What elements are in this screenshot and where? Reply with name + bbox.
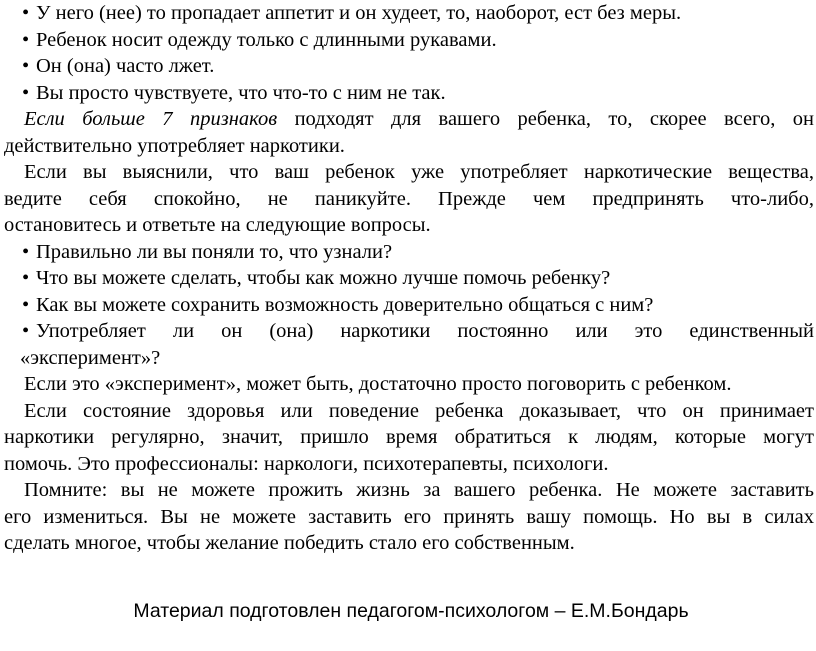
found-out-paragraph-line: остановитесь и ответьте на следующие вопросы. bbox=[4, 214, 431, 236]
bullet-icon: • bbox=[22, 320, 30, 342]
found-out-paragraph-line: ведите себя спокойно, не паникуйте. Прежде чем предпринять что-либо, bbox=[4, 187, 814, 210]
document-page bbox=[4, 0, 814, 557]
author-credit: Материал подготовлен педагогом-психологом – Е.М.Бондарь bbox=[133, 600, 689, 622]
regular-paragraph-line: Если состояние здоровья или поведение ребенка доказывает, что он принимает bbox=[24, 399, 814, 422]
author-footer bbox=[0, 598, 816, 624]
bullet-icon: • bbox=[22, 267, 30, 289]
bullet-icon: • bbox=[22, 81, 30, 104]
experiment-paragraph: Если это «эксперимент», может быть, достаточно просто поговорить с ребенком. bbox=[24, 373, 732, 395]
question-item: • Что вы можете сделать, чтобы как можно лучше помочь ребенку? bbox=[4, 265, 814, 292]
list-item: • Вы просто чувствуете, что что-то с ним не так. bbox=[4, 80, 814, 107]
found-out-paragraph-line: Если вы выяснили, что ваш ребенок уже употребляет наркотические вещества, bbox=[24, 161, 814, 183]
remember-paragraph-line: его измениться. Вы не можете заставить его принять вашу помощь. Но вы в силах bbox=[4, 505, 814, 528]
bullet-icon: • bbox=[22, 293, 30, 316]
remember-paragraph-line: сделать многое, чтобы желание победить стало его собственным. bbox=[4, 532, 575, 554]
signs-paragraph-line: действительно употребляет наркотики. bbox=[4, 134, 345, 157]
bullet-icon: • bbox=[22, 28, 30, 51]
question-item: • Как вы можете сохранить возможность доверительно общаться с ним? bbox=[4, 292, 814, 319]
signs-paragraph-line: Если больше 7 признаков подходят для вашего ребенка, то, скорее всего, он bbox=[24, 108, 814, 130]
question-item: • Правильно ли вы поняли то, что узнали? bbox=[4, 239, 814, 266]
bullet-icon: • bbox=[22, 55, 30, 77]
question-item: • Употребляет ли он (она) наркотики постоянно или это единственный bbox=[4, 318, 814, 345]
list-item: • У него (нее) то пропадает аппетит и он худеет, то, наоборот, ест без меры. bbox=[4, 0, 814, 27]
remember-paragraph-line: Помните: вы не можете прожить жизнь за вашего ребенка. Не можете заставить bbox=[24, 479, 814, 501]
bullet-icon: • bbox=[22, 240, 30, 263]
list-item: • Он (она) часто лжет. bbox=[4, 53, 814, 80]
list-item: • Ребенок носит одежду только с длинными рукавами. bbox=[4, 27, 814, 54]
bullet-icon: • bbox=[22, 2, 30, 24]
question-item-continuation: «эксперимент»? bbox=[20, 346, 161, 369]
regular-paragraph-line: наркотики регулярно, значит, пришло время обратиться к людям, которые могут bbox=[4, 426, 814, 448]
signs-emphasis: Если больше 7 признаков bbox=[24, 108, 278, 130]
regular-paragraph-line: помочь. Это профессионалы: наркологи, психотерапевты, психологи. bbox=[4, 452, 609, 475]
